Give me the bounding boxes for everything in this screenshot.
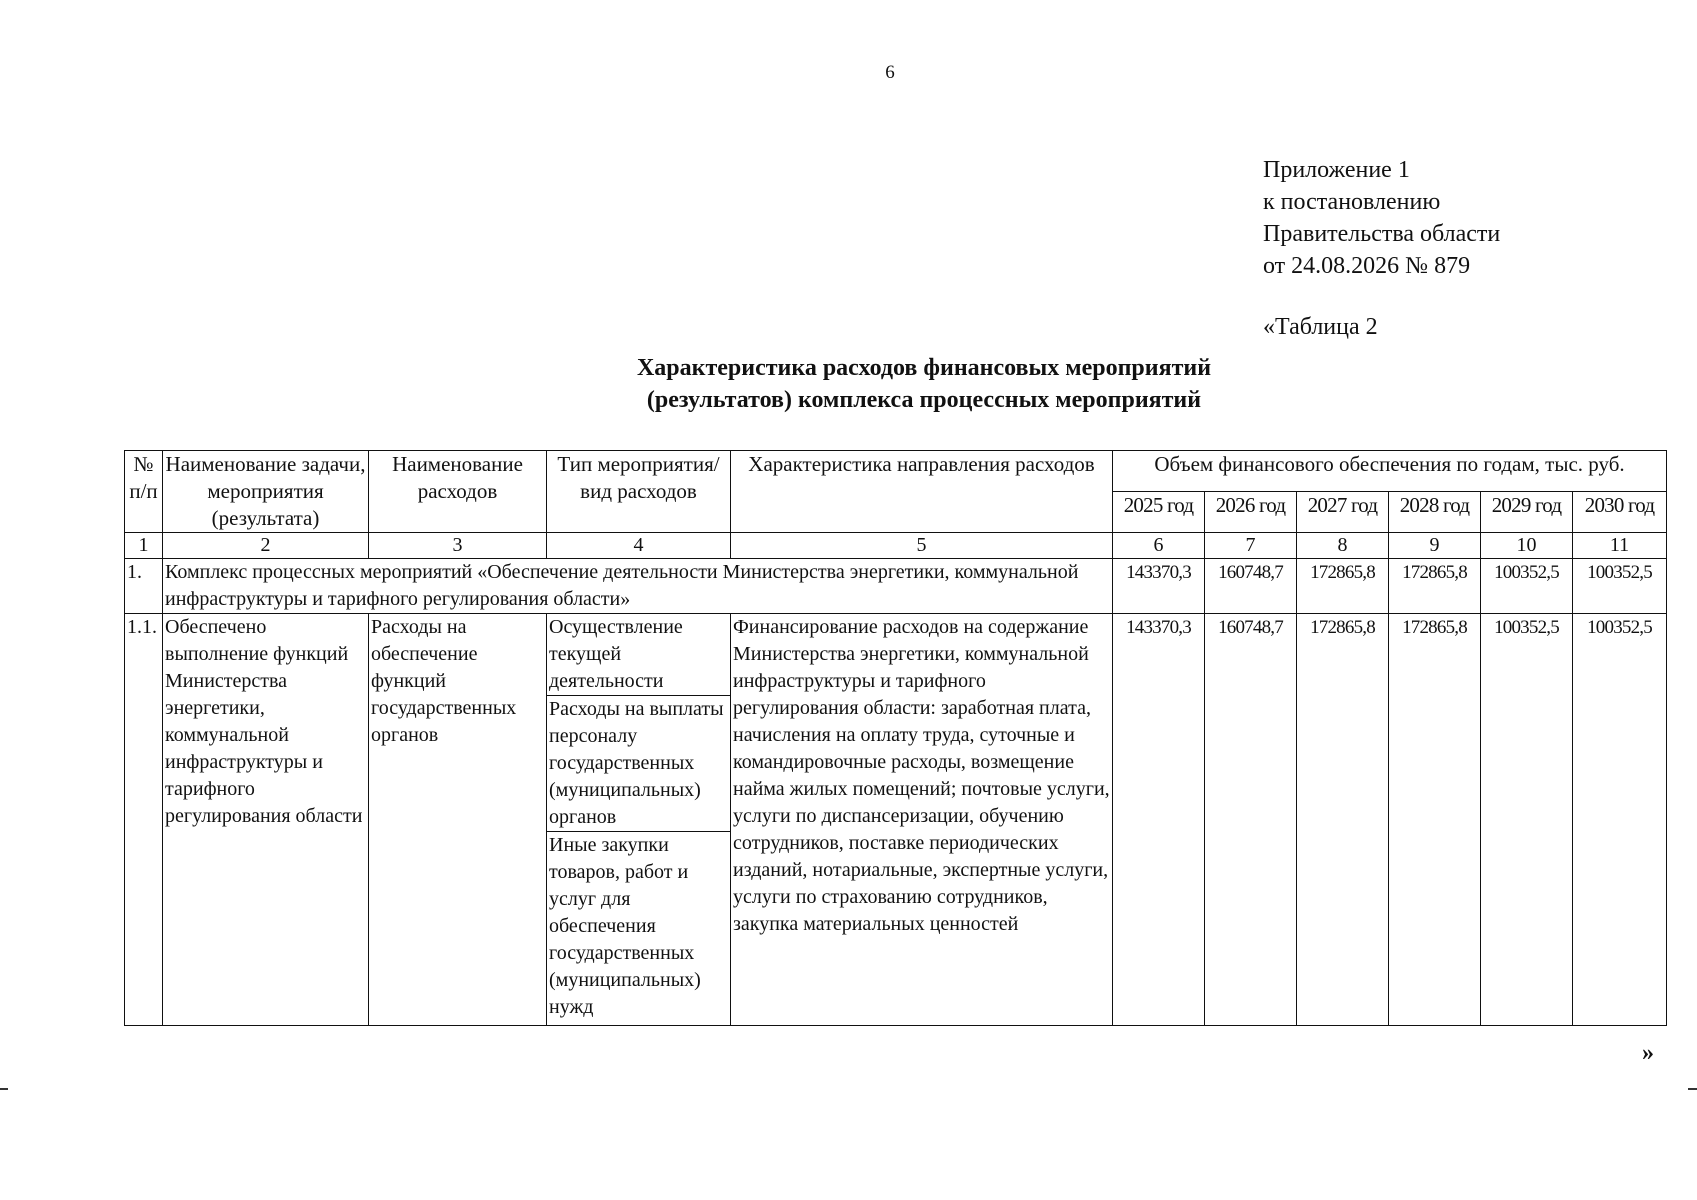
header-task-name: Наименование задачи, мероприятия (результата) [163,451,369,533]
column-index: 10 [1481,533,1573,559]
year-value: 172865,8 [1389,559,1481,614]
appendix-line: от 24.08.2026 № 879 [1263,253,1471,279]
table-label: «Таблица 2 [1263,314,1378,340]
table-row [125,559,1667,614]
page-number: 6 [885,62,895,83]
row-name: Комплекс процессных мероприятий «Обеспечение деятельности Министерства энергетики, коммунальной инфраструктуры и тарифного регулирования области» [163,559,1113,614]
year-value: 100352,5 [1481,614,1573,1026]
column-index: 7 [1205,533,1297,559]
header-year: 2029 год [1481,492,1573,533]
task-name: Обеспечено выполнение функций Министерства энергетики, коммунальной инфраструктуры и тарифного регулирования области [163,614,369,1026]
year-value: 143370,3 [1113,559,1205,614]
header-year: 2028 год [1389,492,1481,533]
appendix-line: Правительства области [1263,221,1501,247]
header-expense-name: Наименование расходов [369,451,547,533]
year-value: 100352,5 [1481,559,1573,614]
expense-type: Расходы на выплаты персоналу государственных (муниципальных) органов [547,695,730,831]
margin-mark-right [1688,1088,1697,1090]
column-index: 2 [163,533,369,559]
closing-quote: » [1642,1040,1654,1066]
year-value: 100352,5 [1573,559,1667,614]
expense-type: Иные закупки товаров, работ и услуг для обеспечения государственных (муниципальных) нужд [547,831,730,1021]
row-number: 1. [125,559,163,614]
column-index: 4 [547,533,731,559]
column-index: 11 [1573,533,1667,559]
column-index: 9 [1389,533,1481,559]
expense-types-cell [547,614,731,1026]
year-value: 160748,7 [1205,559,1297,614]
appendix-line: к постановлению [1263,189,1441,215]
row-number: 1.1. [125,614,163,1026]
table-row [125,614,1667,1026]
year-value: 172865,8 [1389,614,1481,1026]
header-characteristic: Характеристика направления расходов [731,451,1113,533]
margin-mark-left [0,1088,8,1090]
expense-type: Осуществление текущей деятельности [549,616,683,692]
column-index: 5 [731,533,1113,559]
appendix-block [1263,154,1500,282]
expense-characteristic: Финансирование расходов на содержание Министерства энергетики, коммунальной инфраструктуры и тарифного регулирования области: заработная плата, начисления на оплату труда, суточные и командировочные расходы, возмещение найма жилых помещений; почтовые услуги, услуги по диспансеризации, обучению сотрудников, поставке периодических изданий, нотариальные, экспертные услуги, услуги по страхованию сотрудников, закупка материальных ценностей [731,614,1113,1026]
header-year: 2027 год [1297,492,1389,533]
year-value: 100352,5 [1573,614,1667,1026]
year-value: 160748,7 [1205,614,1297,1026]
column-index: 3 [369,533,547,559]
expenses-table [124,450,1667,1026]
title-line: (результатов) комплекса процессных мероприятий [646,387,1202,413]
header-volume: Объем финансового обеспечения по годам, тыс. руб. [1113,451,1667,492]
year-value: 172865,8 [1297,614,1389,1026]
year-value: 172865,8 [1297,559,1389,614]
header-year: 2030 год [1573,492,1667,533]
column-index: 6 [1113,533,1205,559]
appendix-line: Приложение 1 [1263,157,1410,183]
expense-name: Расходы на обеспечение функций государственных органов [369,614,547,1026]
column-index-row [125,533,1667,559]
document-title [424,352,1424,416]
year-value: 143370,3 [1113,614,1205,1026]
header-number: № п/п [125,451,163,533]
header-row [125,451,1667,492]
header-year: 2025 год [1113,492,1205,533]
header-expense-type: Тип мероприятия/вид расходов [547,451,731,533]
header-year: 2026 год [1205,492,1297,533]
column-index: 1 [125,533,163,559]
title-line: Характеристика расходов финансовых мероприятий [636,355,1212,381]
column-index: 8 [1297,533,1389,559]
